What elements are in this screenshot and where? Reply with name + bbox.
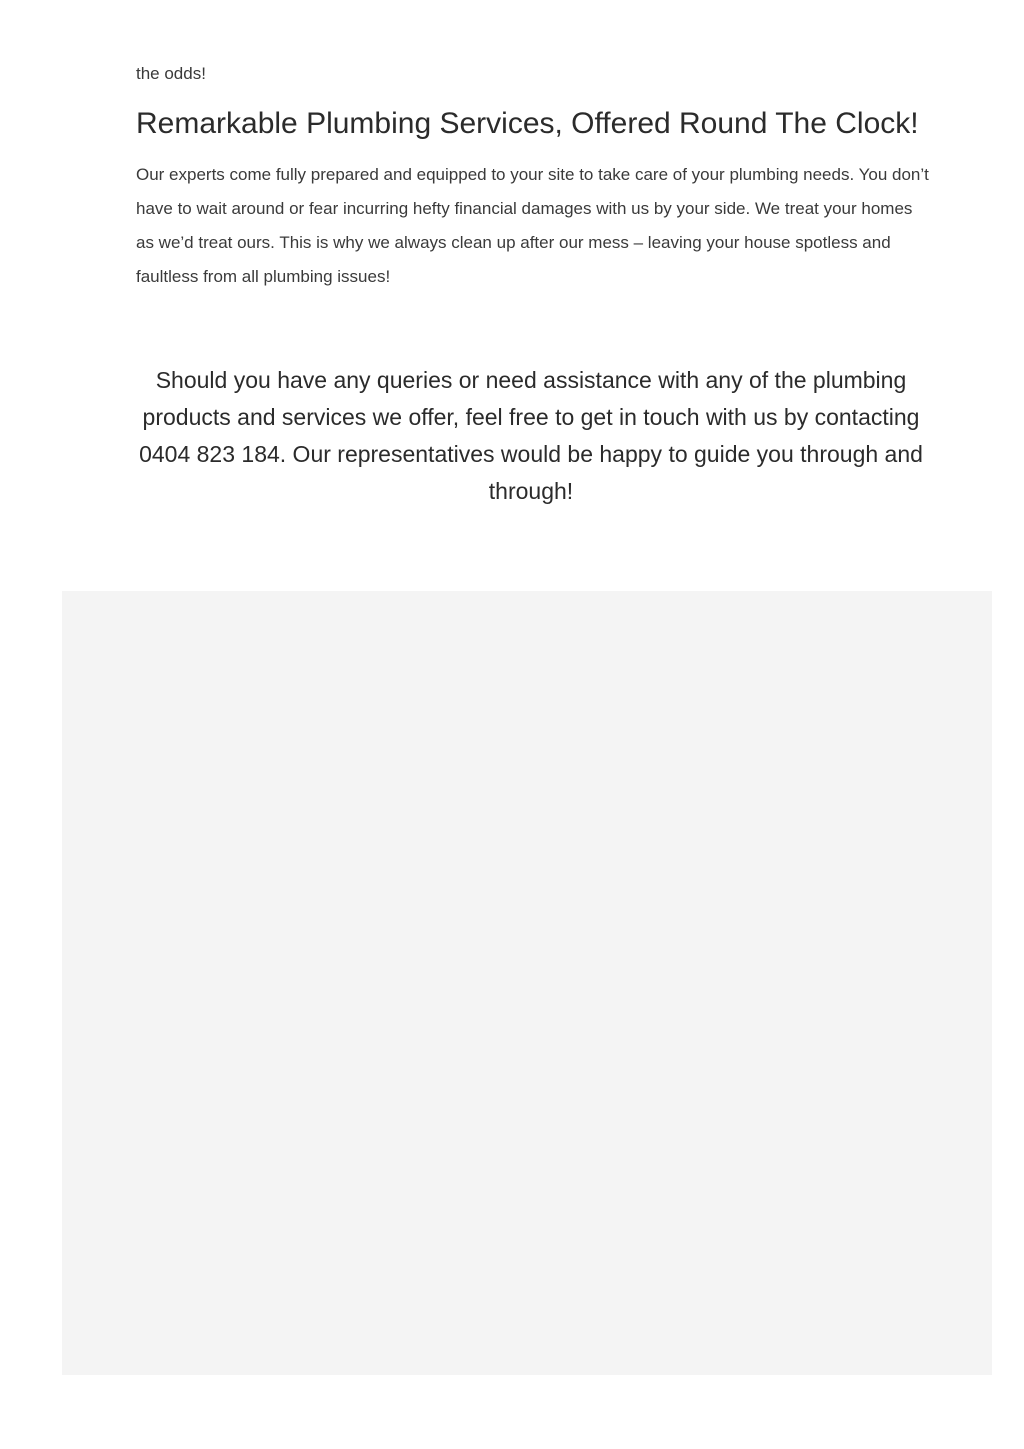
embedded-map-placeholder[interactable] — [62, 591, 992, 1375]
contact-call-to-action: Should you have any queries or need assistance with any of the plumbing products and services we offer, feel free to get in touch with us by contacting 0404 823 184. Our representatives would be happy to guide you through and through! — [139, 367, 923, 504]
services-heading: Remarkable Plumbing Services, Offered Round The Clock! — [136, 107, 919, 140]
intro-paragraph-tail: the odds! — [136, 64, 206, 83]
services-description: Our experts come fully prepared and equipped to your site to take care of your plumbing needs. You don’t have to wait around or fear incurring hefty financial damages with us by your side. We treat your homes as we’d treat ours. This is why we always clean up after our mess – leaving your house spotless and faultless from all plumbing issues! — [136, 165, 929, 286]
